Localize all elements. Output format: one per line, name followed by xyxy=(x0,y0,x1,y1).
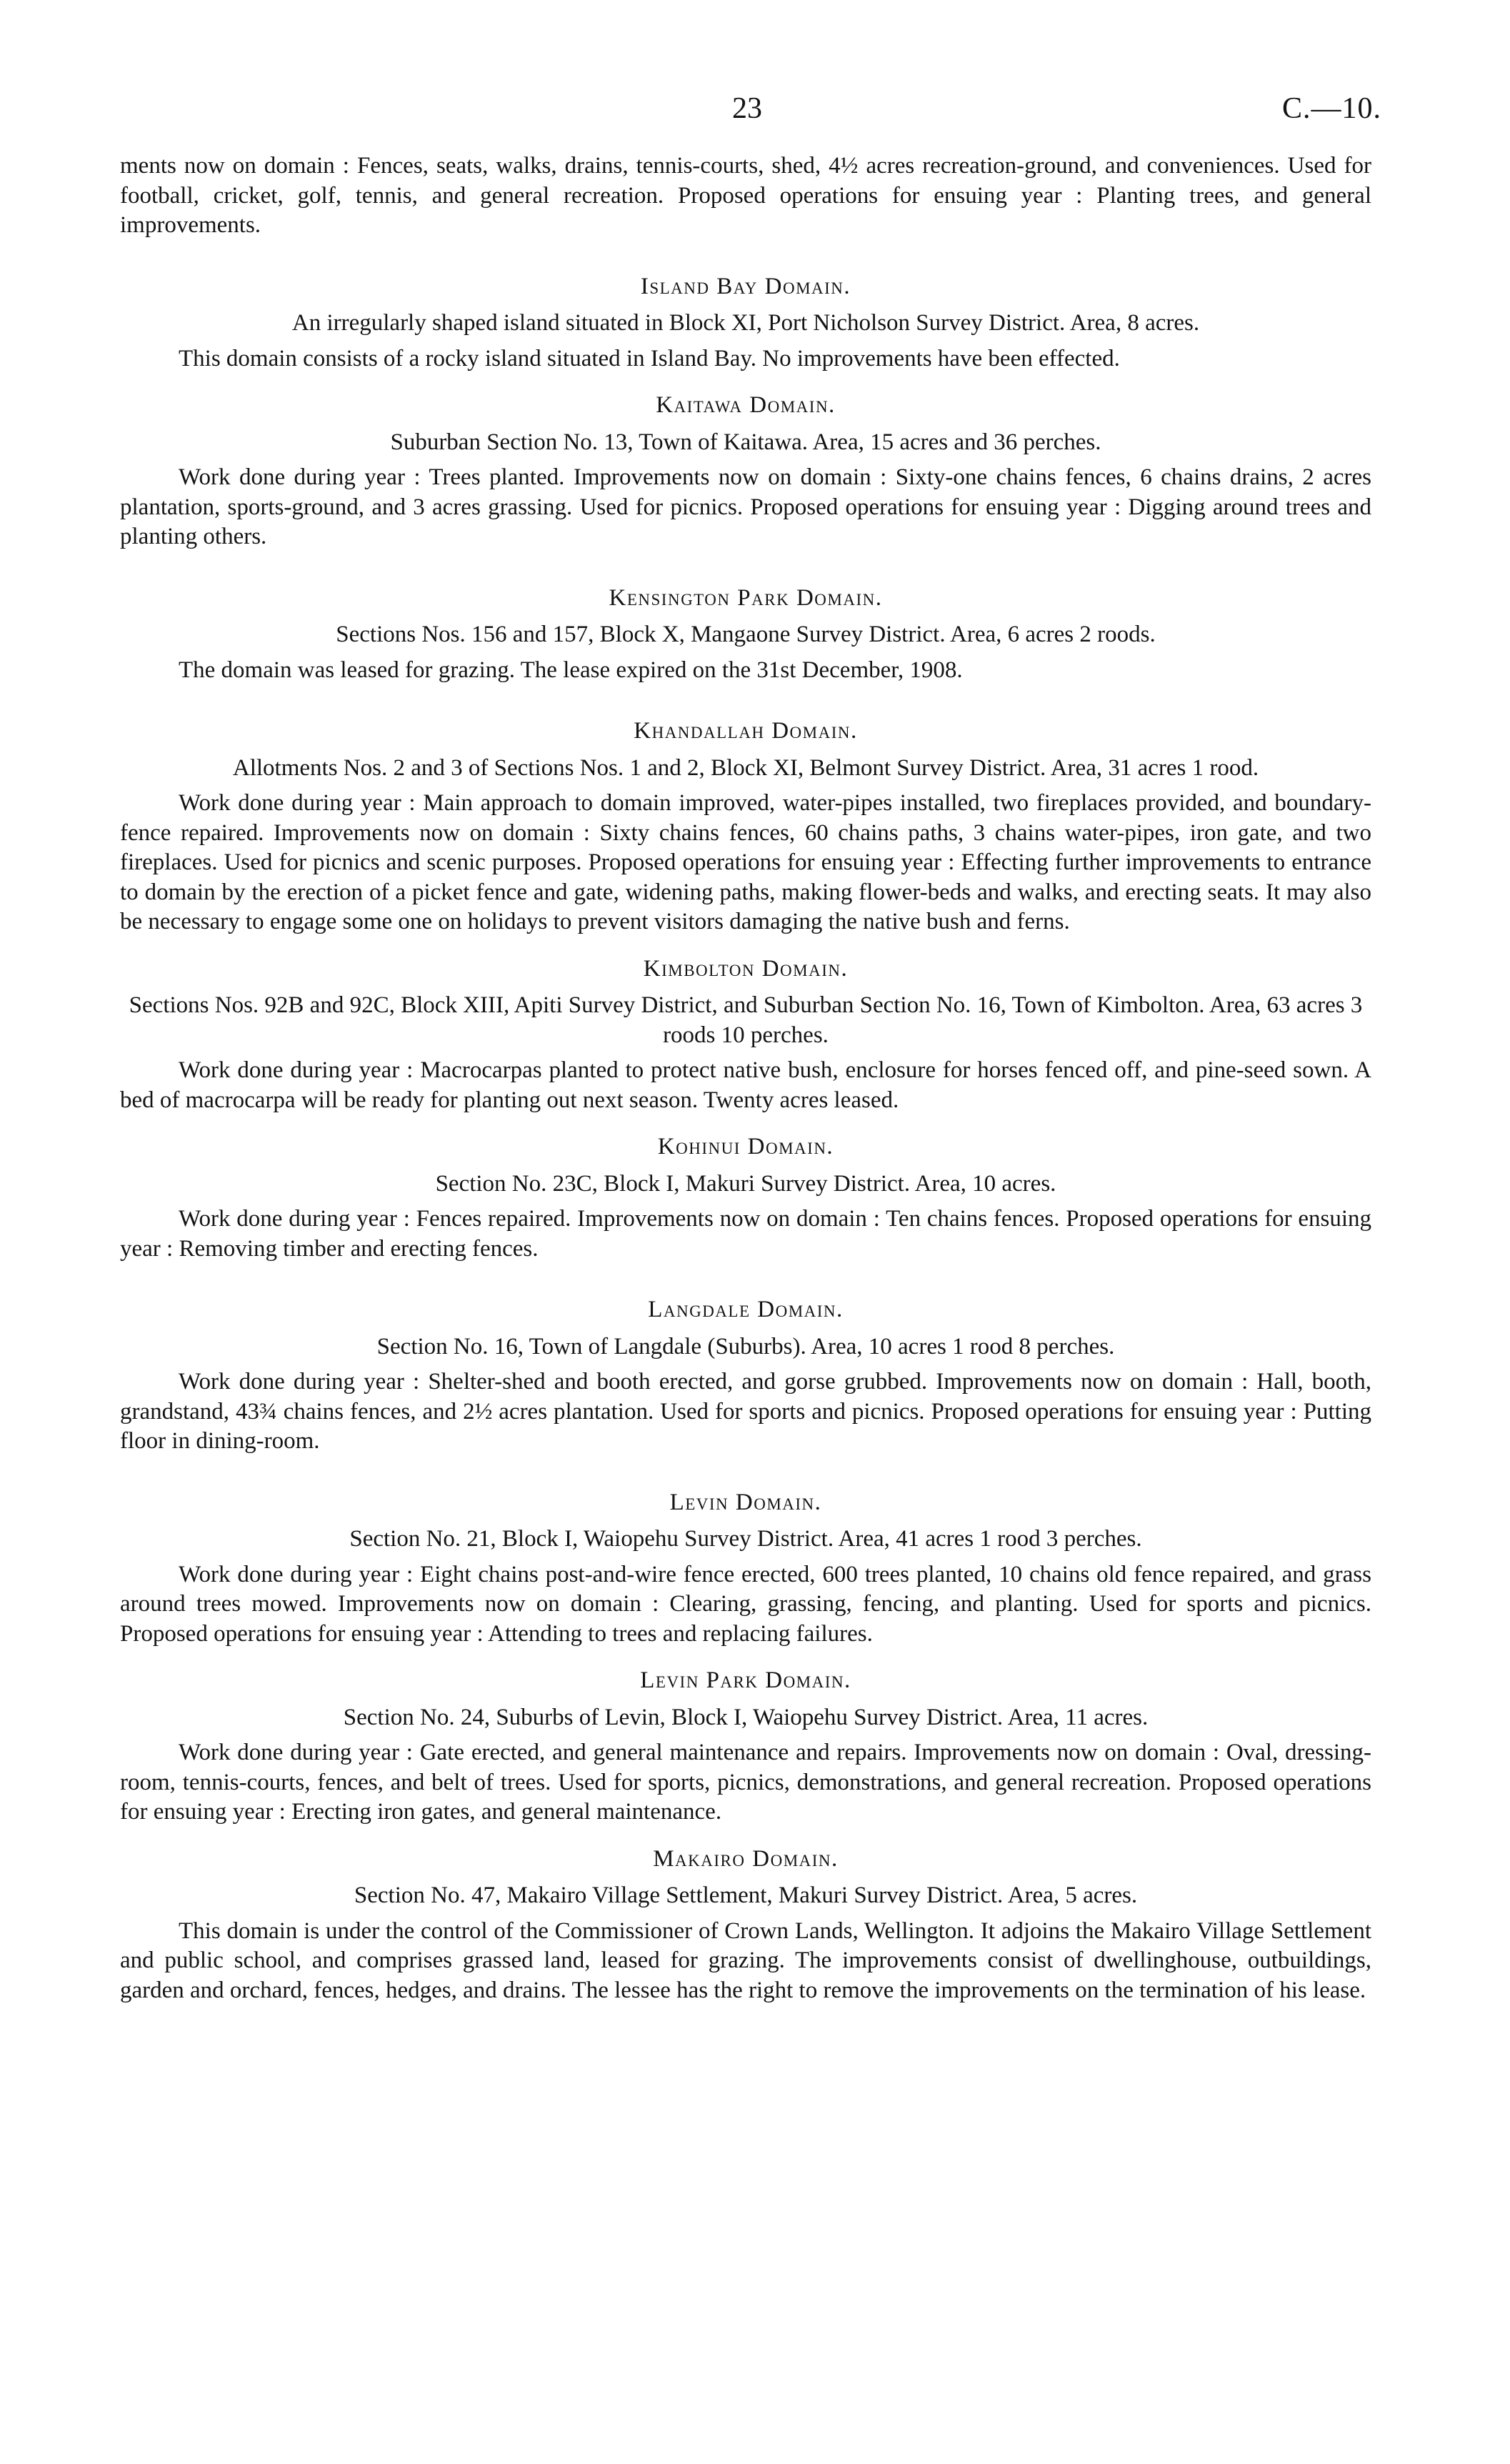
section-location: Section No. 23C, Block I, Makuri Survey District. Area, 10 acres. xyxy=(435,1170,1056,1197)
section-heading: Kaitawa Domain. xyxy=(656,392,836,418)
section-body: This domain is under the control of the Commissioner of Crown Lands, Wellington. It adjoins the Makairo Village Settlement and public school, and comprises grassed land, leased for grazing. The improvements consist of dwellinghouse, outbuildings, garden and orchard, fences, hedges, and drains. The lessee has the right to remove the improvements on the termination of his lease. xyxy=(120,1917,1371,2003)
page-content xyxy=(120,151,1371,2005)
section-heading: Levin Park Domain. xyxy=(640,1667,851,1693)
section-location: Section No. 21, Block I, Waiopehu Survey District. Area, 41 acres 1 rood 3 perches. xyxy=(349,1526,1142,1552)
section-body: Work done during year : Gate erected, and general maintenance and repairs. Improvements now on domain : Oval, dressing-room, tennis-courts, fences, and belt of trees. Used for sports, picnics, demonstrations, and general recreation. Proposed operations for ensuing year : Erecting iron gates, and general maintenance. xyxy=(120,1740,1371,1825)
section-location: Suburban Section No. 13, Town of Kaitawa. Area, 15 acres and 36 perches. xyxy=(390,429,1101,455)
section-heading: Levin Domain. xyxy=(669,1489,822,1515)
section-body: This domain consists of a rocky island situated in Island Bay. No improvements have been effected. xyxy=(179,345,1120,371)
section-location: Section No. 16, Town of Langdale (Suburbs). Area, 10 acres 1 rood 8 perches. xyxy=(376,1333,1115,1360)
section-body: Work done during year : Fences repaired. Improvements now on domain : Ten chains fences. Proposed operations for ensuing year : Removing timber and erecting fences. xyxy=(120,1206,1371,1262)
section-heading: Kimbolton Domain. xyxy=(643,955,849,982)
section-body: Work done during year : Main approach to domain improved, water-pipes installed, two fireplaces provided, and boundary-fence repaired. Improvements now on domain : Sixty chains fences, 60 chains paths, 3 chains water-pipes, iron gate, and two fireplaces. Used for picnics and scenic purposes. Proposed operations for ensuing year : Effecting further improvements to entrance to domain by the erection of a picket fence and gate, widening paths, making flower-beds and walks, and erecting seats. It may also be necessary to engage some one on holidays to prevent visitors damaging the native bush and ferns. xyxy=(120,790,1371,934)
section-heading: Khandallah Domain. xyxy=(634,718,858,744)
section-heading: Makairo Domain. xyxy=(653,1845,839,1872)
domain-section-kensington-park xyxy=(120,584,1371,686)
domain-section-makairo xyxy=(120,1845,1371,2006)
section-location: Section No. 47, Makairo Village Settlement, Makuri Survey District. Area, 5 acres. xyxy=(354,1882,1138,1908)
section-heading: Langdale Domain. xyxy=(648,1297,844,1322)
page-number: 23 xyxy=(732,92,762,125)
domain-section-khandallah xyxy=(120,717,1371,937)
section-body: Work done during year : Trees planted. Improvements now on domain : Sixty-one chains fences, 6 chains drains, 2 acres plantation, sports-ground, and 3 acres grassing. Used for picnics. Proposed operations for ensuing year : Digging around trees and planting others. xyxy=(120,464,1371,549)
section-body: The domain was leased for grazing. The lease expired on the 31st December, 1908. xyxy=(179,657,963,683)
continued-paragraph: ments now on domain : Fences, seats, walks, drains, tennis-courts, shed, 4½ acres recreation-ground, and conveniences. Used for football, cricket, golf, tennis, and general recreation. Proposed operations for ensuing year : Planting trees, and general improvements. xyxy=(120,153,1371,238)
section-location: Allotments Nos. 2 and 3 of Sections Nos. 1 and 2, Block XI, Belmont Survey District. Area, 31 acres 1 rood. xyxy=(232,754,1259,781)
document-reference: C.—10. xyxy=(1282,92,1382,125)
domain-section-levin xyxy=(120,1488,1371,1650)
section-location: Sections Nos. 92B and 92C, Block XIII, Apiti Survey District, and Suburban Section No. 16, Town of Kimbolton. Area, 63 acres 3 roods 10 perches. xyxy=(129,992,1363,1048)
section-body: Work done during year : Eight chains post-and-wire fence erected, 600 trees planted, 10 chains old fence repaired, and grass around trees mowed. Improvements now on domain : Clearing, grassing, fencing, and planting. Used for sports and picnics. Proposed operations for ensuing year : Attending to trees and replacing failures. xyxy=(120,1561,1371,1647)
domain-section-langdale xyxy=(120,1295,1371,1457)
section-location: Sections Nos. 156 and 157, Block X, Mangaone Survey District. Area, 6 acres 2 roods. xyxy=(336,622,1156,647)
domain-section-levin-park xyxy=(120,1666,1371,1827)
domain-section-kaitawa xyxy=(120,391,1371,552)
domain-section-kohinui xyxy=(120,1132,1371,1264)
domain-section-island-bay xyxy=(120,272,1371,374)
section-location: An irregularly shaped island situated in Block XI, Port Nicholson Survey District. Area, 8 acres. xyxy=(291,310,1200,336)
section-heading: Kohinui Domain. xyxy=(657,1134,834,1159)
section-body: Work done during year : Macrocarpas planted to protect native bush, enclosure for horses fenced off, and pine-seed sown. A bed of macrocarpa will be ready for planting out next season. Twenty acres leased. xyxy=(120,1057,1371,1113)
section-body: Work done during year : Shelter-shed and booth erected, and gorse grubbed. Improvements now on domain : Hall, booth, grandstand, 43¾ chains fences, and 2½ acres plantation. Used for sports and picnics. Proposed operations for ensuing year : Putting floor in dining-room. xyxy=(120,1369,1371,1454)
section-heading: Island Bay Domain. xyxy=(640,273,851,299)
domain-section-kimbolton xyxy=(120,954,1371,1116)
section-heading: Kensington Park Domain. xyxy=(609,584,883,611)
section-location: Section No. 24, Suburbs of Levin, Block I, Waiopehu Survey District. Area, 11 acres. xyxy=(343,1704,1149,1730)
